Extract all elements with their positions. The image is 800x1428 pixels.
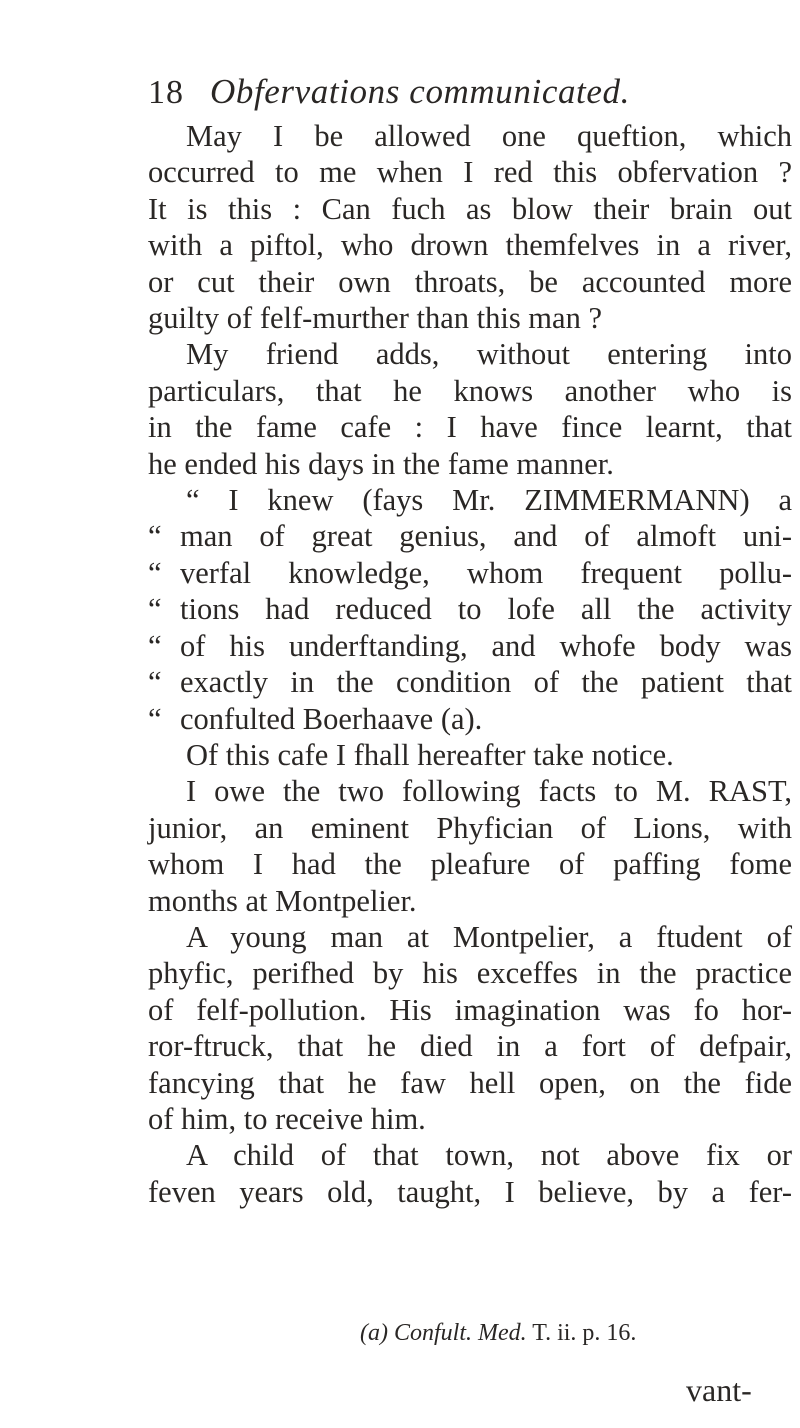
body-text (148, 118, 792, 1210)
text-line (148, 300, 792, 336)
line-text: verfal knowledge, whom frequent pollu- (180, 555, 792, 590)
quote-mark: “ (148, 701, 162, 736)
line-text: exactly in the condition of the patient that (180, 665, 792, 700)
text-line (148, 555, 792, 591)
text-line (148, 154, 792, 190)
page-header (148, 72, 708, 122)
line-text: or cut their own throats, be accounted more (148, 264, 792, 299)
line-text: tions had reduced to lofe all the activity (180, 592, 792, 627)
text-line (148, 737, 792, 773)
text-line (148, 955, 792, 991)
line-text: of felf-pollution. His imagination was fo hor- (148, 992, 792, 1027)
line-text: particulars, that he knows another who is (148, 373, 792, 408)
line-text: of his underftanding, and whofe body was (180, 628, 792, 663)
text-line (148, 1137, 792, 1173)
line-text: in the fame cafe : I have fince learnt, that (148, 410, 792, 445)
text-line (148, 518, 792, 554)
line-text: whom I had the pleafure of paffing fome (148, 847, 792, 882)
page-number: 18 (148, 74, 184, 111)
quote-mark: “ (148, 592, 162, 627)
quote-mark: “ (148, 628, 162, 663)
line-text: May I be allowed one queftion, which (186, 119, 792, 153)
text-line (148, 992, 792, 1028)
text-line (148, 373, 792, 409)
text-line (148, 810, 792, 846)
text-line (148, 482, 792, 518)
text-line (148, 1101, 792, 1137)
footnote-mark: (a) (360, 1320, 388, 1346)
line-text: occurred to me when I red this obfervation ? (148, 155, 792, 190)
line-text: I owe the two following facts to M. RAST, (186, 774, 792, 809)
text-line (148, 1065, 792, 1101)
line-text: A child of that town, not above fix or (186, 1138, 792, 1173)
text-line (148, 846, 792, 882)
text-line (148, 591, 792, 627)
text-line (148, 118, 792, 154)
line-text: Of this cafe I fhall hereafter take notice. (186, 737, 674, 772)
text-line (148, 664, 792, 700)
text-line (148, 1174, 792, 1210)
line-text: It is this : Can fuch as blow their brain out (148, 191, 792, 226)
text-line (148, 701, 792, 737)
catchword: vant- (686, 1372, 752, 1408)
footnote-source: Confult. Med. (393, 1320, 527, 1346)
line-text: guilty of felf-murther than this man ? (148, 301, 602, 336)
text-line (148, 191, 792, 227)
text-line (148, 883, 792, 919)
quote-mark: “ (148, 519, 162, 554)
text-line (148, 446, 792, 482)
quote-mark: “ (148, 555, 162, 590)
line-text: months at Montpelier. (148, 883, 417, 918)
footnote (360, 1320, 720, 1347)
line-text: phyfic, perifhed by his exceffes in the practice (148, 956, 792, 991)
line-text: man of great genius, and of almoft uni- (180, 519, 792, 554)
text-line (148, 773, 792, 809)
text-line (148, 628, 792, 664)
text-line (148, 336, 792, 372)
line-text: ror-ftruck, that he died in a fort of defpair, (148, 1029, 792, 1064)
text-line (148, 1028, 792, 1064)
footnote-ref: T. ii. p. 16. (532, 1320, 637, 1346)
line-text: with a piftol, who drown themfelves in a river, (148, 228, 792, 263)
line-text: feven years old, taught, I believe, by a fer- (148, 1174, 792, 1209)
line-text: he ended his days in the fame manner. (148, 446, 614, 481)
text-line (148, 264, 792, 300)
line-text: confulted Boerhaave (a). (180, 701, 483, 736)
line-text: A young man at Montpelier, a ftudent of (186, 919, 792, 954)
text-line (148, 919, 792, 955)
quote-mark: “ (148, 665, 162, 700)
text-line (148, 409, 792, 445)
line-text: of him, to receive him. (148, 1101, 426, 1136)
line-text: junior, an eminent Phyfician of Lions, with (148, 810, 792, 845)
line-text: “ I knew (fays Mr. ZIMMERMANN) a (186, 483, 792, 518)
line-text: My friend adds, without entering into (186, 337, 792, 372)
running-title: Obfervations communicated. (210, 72, 630, 111)
line-text: fancying that he faw hell open, on the fide (148, 1065, 792, 1100)
text-line (148, 227, 792, 263)
